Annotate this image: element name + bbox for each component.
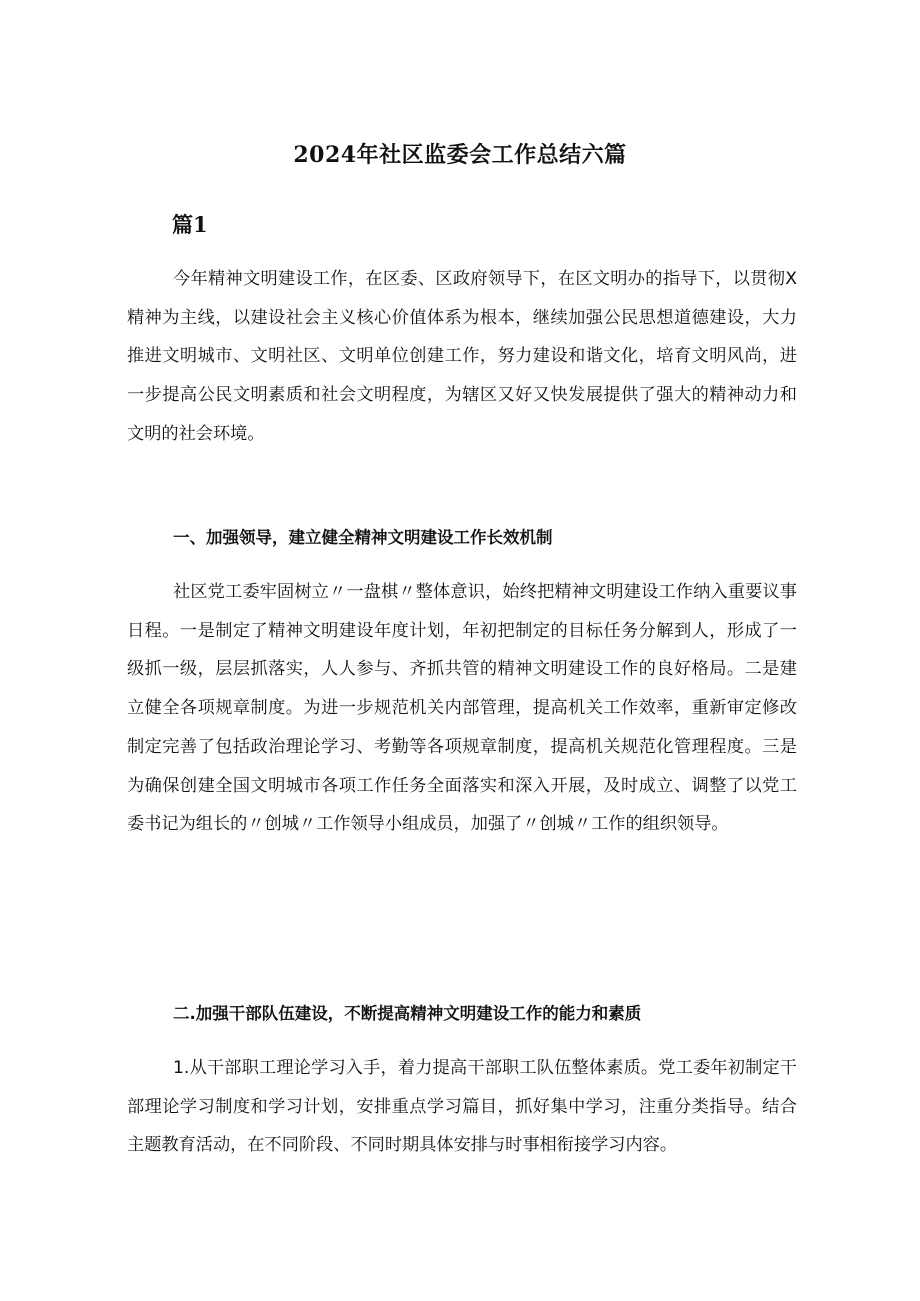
body-paragraph-two: 1.从干部职工理论学习入手，着力提高干部职工队伍整体素质。党工委年初制定干部理论学习制度和学习计划，安排重点学习篇目，抓好集中学习，注重分类指导。结合主题教育活动，在不同阶段、不同时期具体安排与时事相衔接学习内容。 bbox=[127, 1058, 797, 1156]
body-paragraph-one: 社区党工委牢固树立〃一盘棋〃整体意识，始终把精神文明建设工作纳入重要议事日程。一是制定了精神文明建设年度计划，年初把制定的目标任务分解到人，形成了一级抓一级，层层抓落实，人人参与、齐抓共管的精神文明建设工作的良好格局。二是建立健全各项规章制度。为进一步规范机关内部管理，提高机关工作效率，重新审定修改制定完善了包括政治理论学习、考勤等各项规章制度，提高机关规范化管理程度。三是为确保创建全国文明城市各项工作任务全面落实和深入开展，及时成立、调整了以党工委书记为组长的〃创城〃工作领导小组成员，加强了〃创城〃工作的组织领导。 bbox=[127, 582, 797, 835]
intro-paragraph: 今年精神文明建设工作，在区委、区政府领导下，在区文明办的指导下，以贯彻X精神为主线，以建设社会主义核心价值体系为根本，继续加强公民思想道德建设，大力推进文明城市、文明社区、文明单位创建工作，努力建设和谐文化，培育文明风尚，进一步提高公民文明素质和社会文明程度，为辖区又好又快发展提供了强大的精神动力和文明的社会环境。 bbox=[127, 269, 797, 444]
heading-one: 一、加强领导，建立健全精神文明建设工作长效机制 bbox=[173, 528, 553, 547]
heading-two: 二.加强干部队伍建设，不断提高精神文明建设工作的能力和素质 bbox=[173, 1004, 642, 1023]
section-label: 篇1 bbox=[172, 212, 208, 237]
document-title: 2024年社区监委会工作总结六篇 bbox=[293, 142, 627, 168]
